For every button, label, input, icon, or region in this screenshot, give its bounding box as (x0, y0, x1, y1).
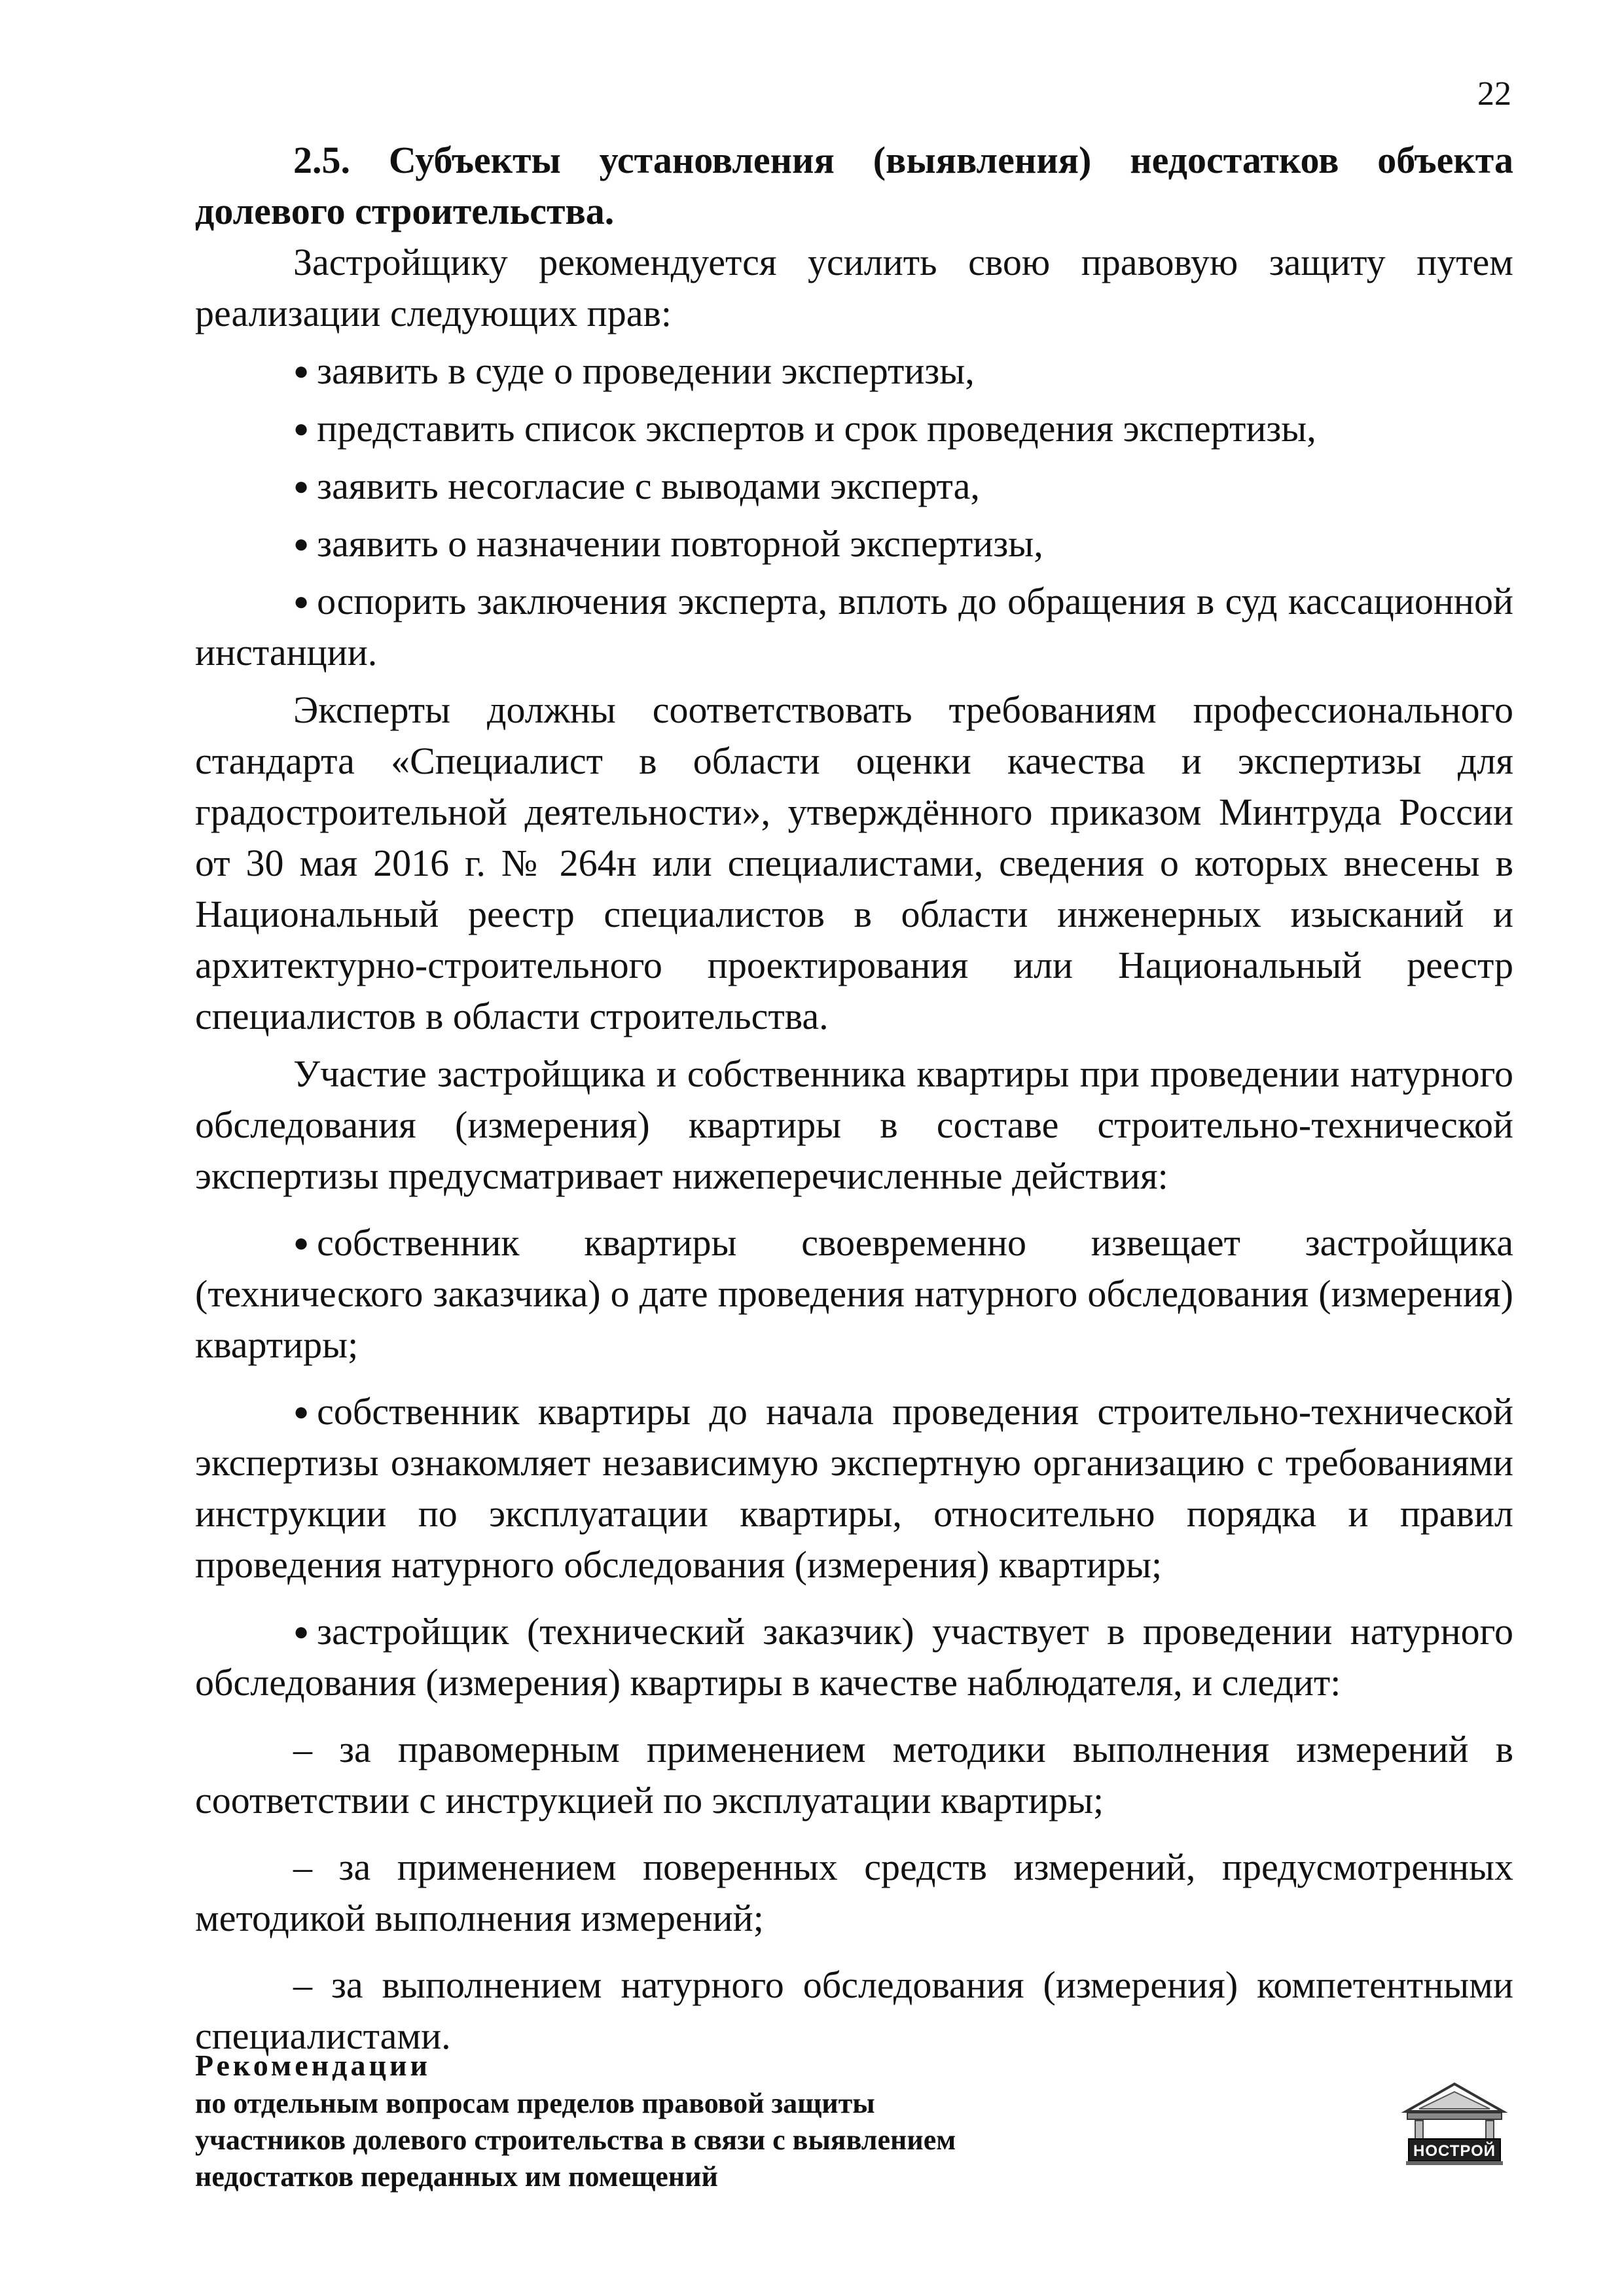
bullet-icon: ● (293, 1617, 310, 1646)
list-item: – за правомерным применением методики выполнения измерений в соответствии с инструкцией по эксплуатации квартиры; (195, 1724, 1513, 1826)
document-body (195, 135, 1513, 2062)
bullet-icon: ● (293, 356, 310, 386)
list-item: ● заявить о назначении повторной экспертизы, (195, 518, 1513, 569)
list-item: ● заявить несогласие с выводами эксперта, (195, 461, 1513, 512)
nostroy-logo-icon (1401, 2081, 1508, 2166)
list-item: – за применением поверенных средств измерений, предусмотренных методикой выполнения измерений; (195, 1842, 1513, 1944)
list-item: ● представить список экспертов и срок проведения экспертизы, (195, 403, 1513, 454)
footer-line: недостатков переданных им помещений (195, 2161, 718, 2193)
footer-line: участников долевого строительства в связи с выявлением (195, 2124, 956, 2156)
bullet-icon: ● (293, 529, 310, 558)
bullet-icon: ● (293, 1228, 310, 1257)
list-item: ● собственник квартиры до начала проведения строительно-технической экспертизы ознакомляет независимую экспертную организацию с требованиями инструкции по эксплуатации квартиры, относительно порядка и правил проведения натурного обследования (измерения) квартиры; (195, 1386, 1513, 1590)
footer (195, 2047, 1177, 2195)
bullet-icon: ● (293, 471, 310, 501)
footer-title: Рекомендации (195, 2049, 431, 2082)
dash-icon: – (293, 1846, 312, 1888)
bullet-icon: ● (293, 586, 310, 616)
dash-icon: – (293, 1964, 312, 2006)
list-item: – за выполнением натурного обследования (измерения) компетентными специалистами. (195, 1960, 1513, 2062)
list-item: ● заявить в суде о проведении экспертизы, (195, 346, 1513, 397)
list-item: ● собственник квартиры своевременно извещает застройщика (технического заказчика) о дате проведения натурного обследования (измерения) квартиры; (195, 1217, 1513, 1371)
footer-line: по отдельным вопросам пределов правовой защиты (195, 2087, 875, 2119)
experts-paragraph: Эксперты должны соответствовать требованиям профессионального стандарта «Специалист в области оценки качества и экспертизы для градостроительной деятельности», утверждённого приказом Минтруда России от 30 мая 2016 г. № 264н или специалистами, сведения о которых внесены в Национальный реестр специалистов в области инженерных изысканий и архитектурно-строительного проектирования или Национальный реестр специалистов в области строительства. (195, 689, 1513, 1037)
bullet-icon: ● (293, 414, 310, 443)
dash-icon: – (293, 1728, 312, 1770)
list-item: ● оспорить заключения эксперта, вплоть до обращения в суд кассационной инстанции. (195, 576, 1513, 678)
intro-paragraph: Застройщику рекомендуется усилить свою правовую защиту путем реализации следующих прав: (195, 241, 1513, 334)
participation-paragraph: Участие застройщика и собственника квартиры при проведении натурного обследования (измерения) квартиры в составе строительно-технической экспертизы предусматривает нижеперечисленные действия: (195, 1052, 1513, 1197)
list-item: ● застройщик (технический заказчик) участвует в проведении натурного обследования (измерения) квартиры в качестве наблюдателя, и следит: (195, 1606, 1513, 1708)
page-number: 22 (1477, 75, 1511, 113)
bullet-icon: ● (293, 1397, 310, 1426)
section-heading: 2.5. Субъекты установления (выявления) недостатков объекта долевого строительства. (195, 139, 1513, 232)
logo-text: НОСТРОЙ (1413, 2142, 1496, 2160)
